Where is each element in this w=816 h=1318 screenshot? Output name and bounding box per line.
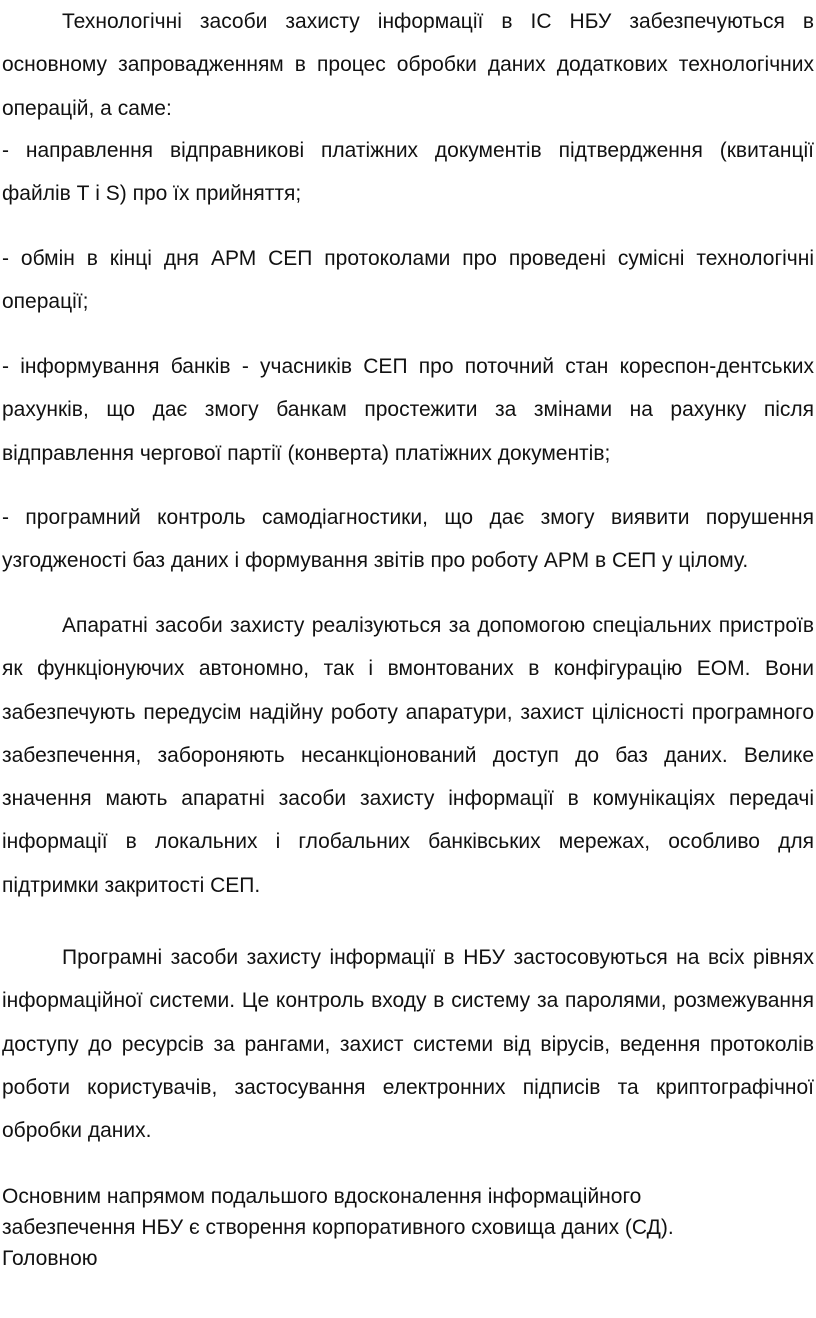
paragraph-data-warehouse: Основним напрямом подальшого вдосконалення інформаційного забезпечення НБУ є створення корпоративного сховища даних (СД). Головною xyxy=(2,1185,674,1270)
list-item-protocol-exchange: - обмін в кінці дня АРМ СЕП протоколами про проведені сумісні технологічні операції; xyxy=(2,247,814,314)
paragraph-technological-intro: Технологічні засоби захисту інформації в ІС НБУ забезпечуються в основному запровадженням в процес обробки даних додаткових технологічних операцій, а саме: xyxy=(2,10,814,120)
paragraph-hardware-protection: Апаратні засоби захисту реалізуються за допомогою спеціальних пристроїв як функціонуючих автономно, так і вмонтованих в конфігурацію ЕОМ. Вони забезпечують передусім надійну роботу апаратури, захист цілісності програмного забезпечення, забороняють несанкціонований доступ до баз даних. Велике значення мають апаратні засоби захисту інформації в комунікаціях передачі інформації в локальних і глобальних банківських мережах, особливо для підтримки закритості СЕП. xyxy=(2,614,814,897)
list-item-self-diagnostics: - програмний контроль самодіагностики, що дає змогу виявити порушення узгодженості баз даних і формування звітів про роботу АРМ в СЕП у цілому. xyxy=(2,506,814,573)
list-item-confirmation: - направлення відправникові платіжних документів підтвердження (квитанції файлів Т і S) про їх прийняття; xyxy=(2,139,814,206)
paragraph-software-protection: Програмні засоби захисту інформації в НБУ застосовуються на всіх рівнях інформаційної системи. Це контроль входу в систему за паролями, розмежування доступу до ресурсів за рангами, захист системи від вірусів, ведення протоколів роботи користувачів, застосування електронних підписів та криптографічної обробки даних. xyxy=(2,946,814,1143)
list-item-bank-informing: - інформування банків - учасників СЕП про поточний стан кореспон-дентських рахунків, що дає змогу банкам простежити за змінами на рахунку після відправлення чергової партії (конверта) платіжних документів; xyxy=(2,355,814,465)
